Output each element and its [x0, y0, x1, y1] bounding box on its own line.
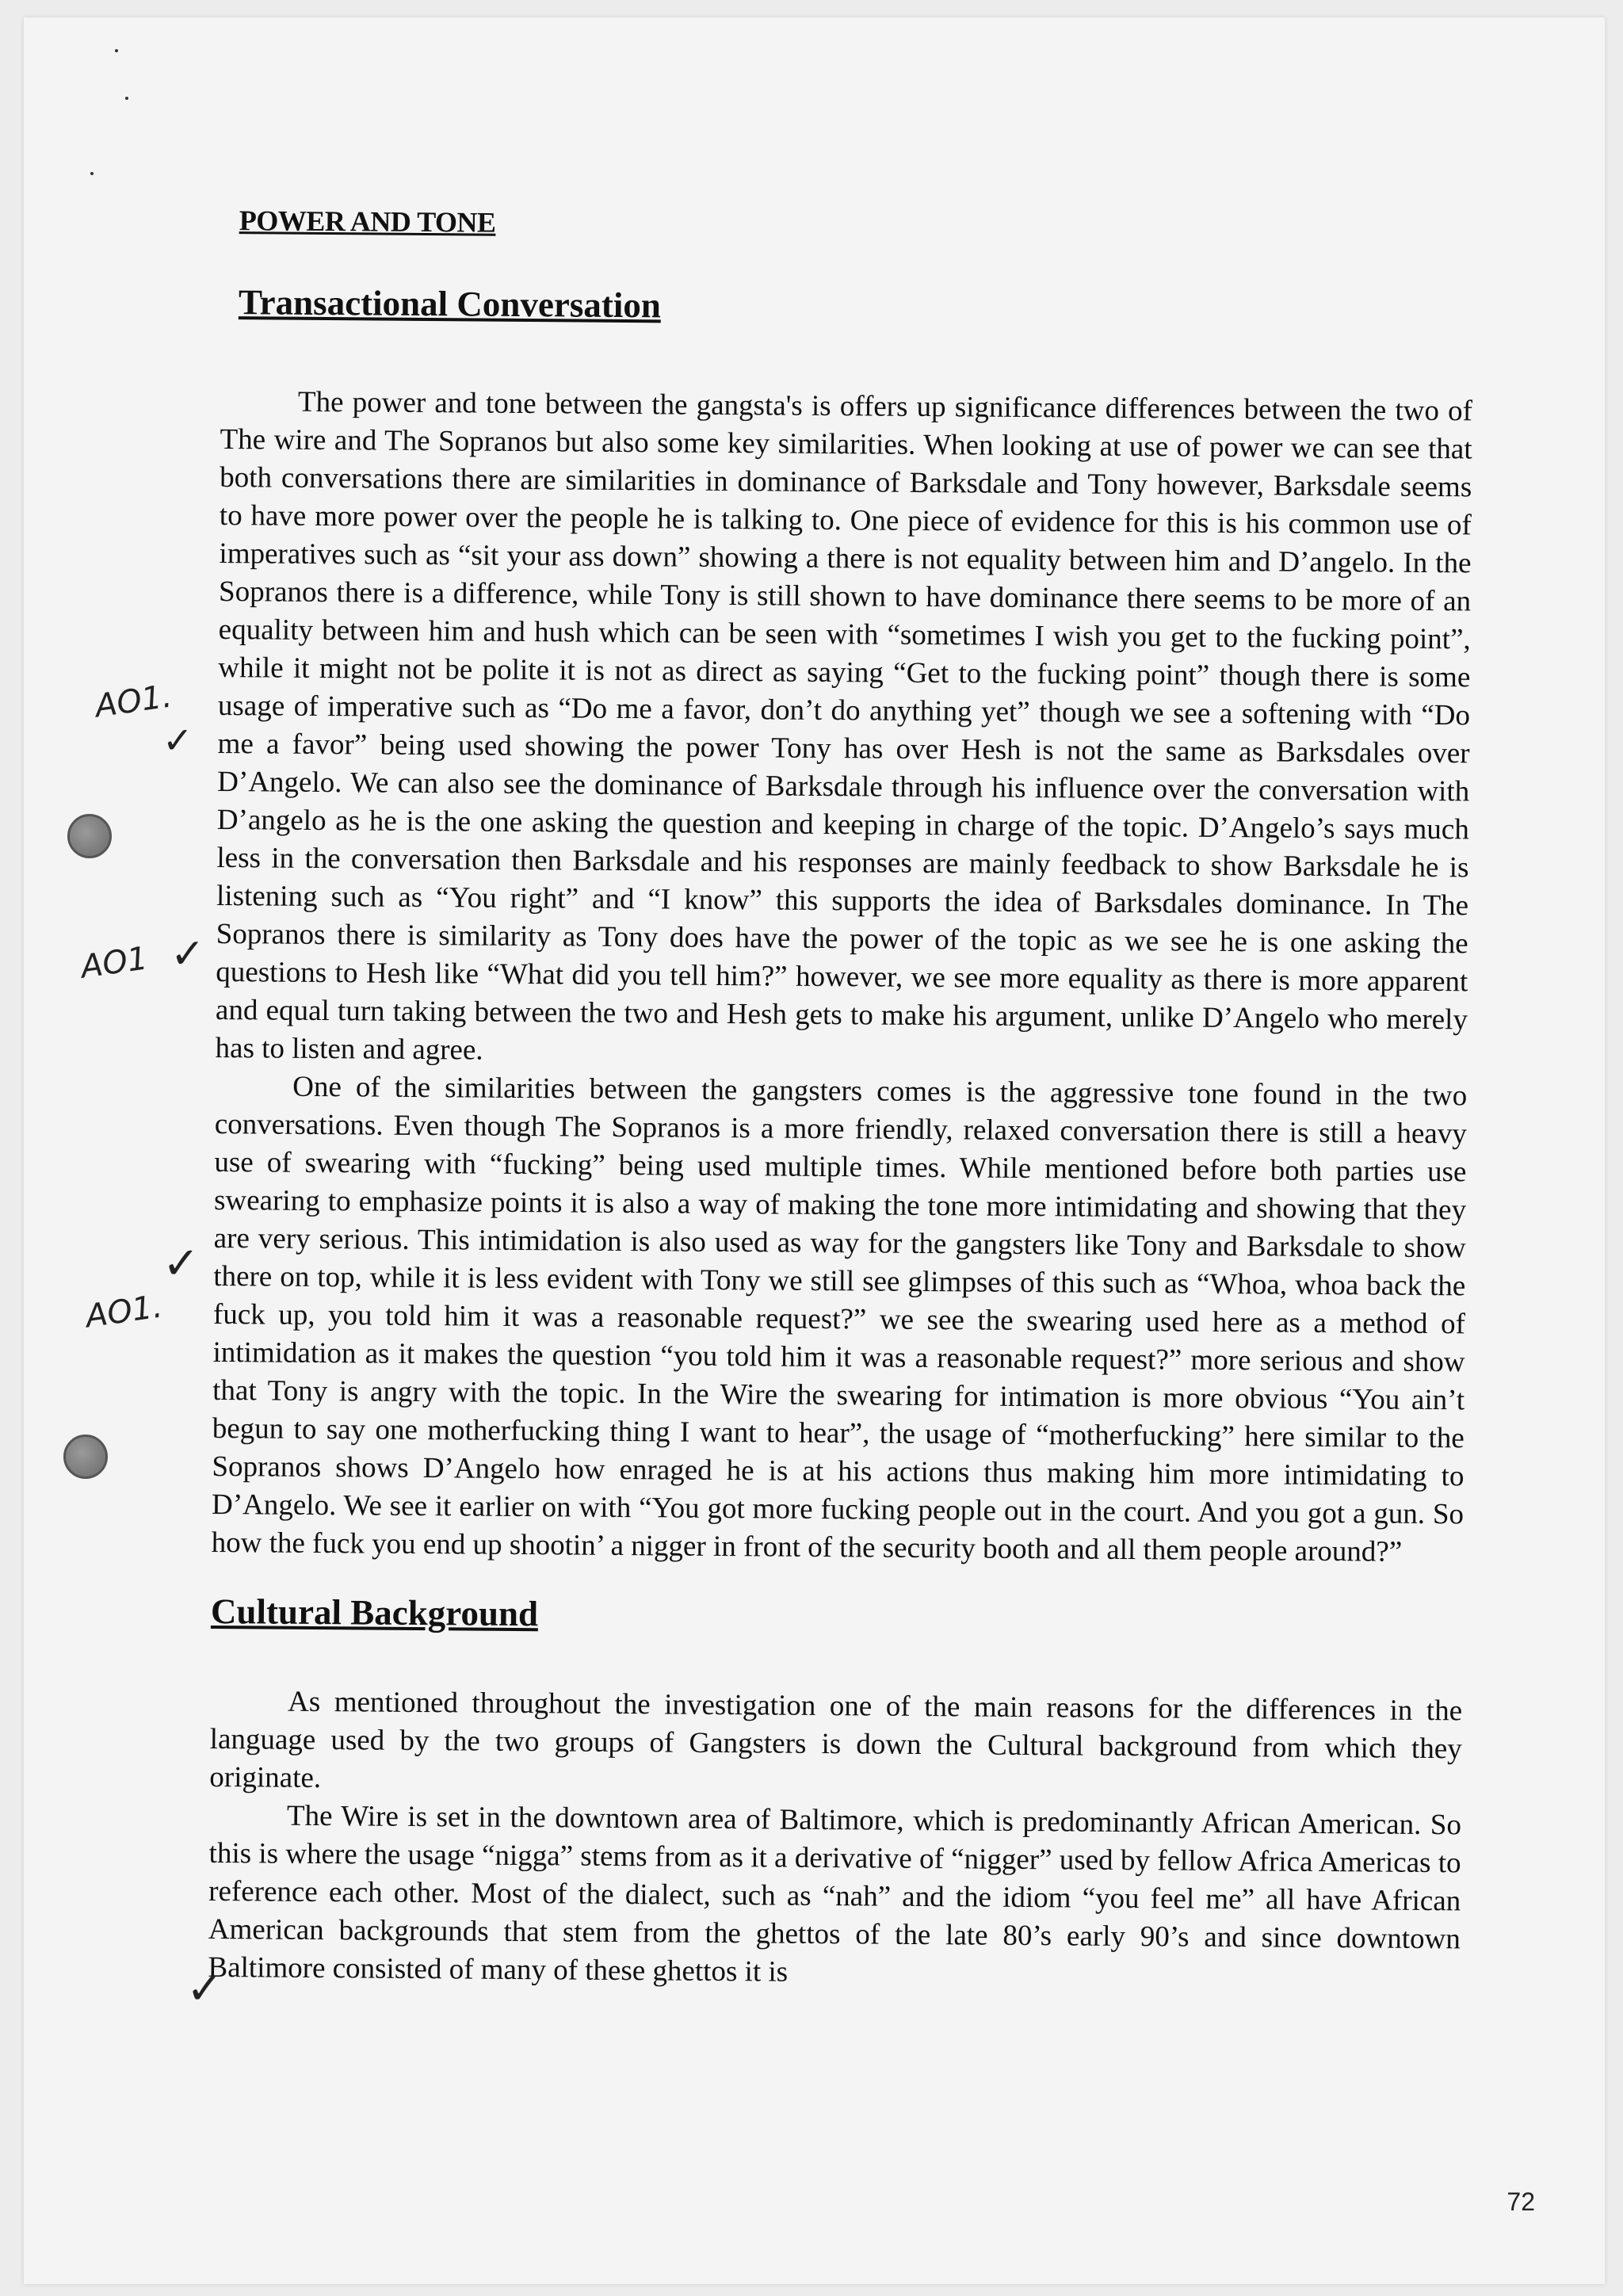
- check-mark-icon: ✓: [186, 1963, 223, 2015]
- check-mark-icon: ✓: [162, 719, 193, 762]
- page-heading: POWER AND TONE: [239, 204, 496, 239]
- page-number: 72: [1507, 2187, 1535, 2216]
- document-page: [24, 17, 1605, 2284]
- check-mark-icon: ✓: [170, 930, 205, 978]
- paragraph: The power and tone between the gangsta's is offers up significance differences between the two of The wire and The Sopranos but also some key similarities. When looking at use of power we can see that both conversations there are similarities in dominance of Barksdale and Tony however, Barksdale seems to have more power over the people he is talking to. One piece of evidence for this is his common use of imperatives such as “sit your ass down” showing a there is not equality between him and D’angelo. In the Sopranos there is a difference, while Tony is still shown to have dominance there seems to be more of an equality between him and hush which can be seen with “sometimes I wish you get to the fucking point”, while it might not be polite it is not as direct as saying “Get to the fucking point” though there is some usage of imperative such as “Do me a favor, don’t do anything yet” though we see a softening with “Do me a favor” being used showing the power Tony has over Hesh is not the same as Barksdales over D’Angelo. We can also see the dominance of Barksdale through his influence over the conversation with D’angelo as he is the one asking the question and keeping in charge of the topic. D’Angelo’s says much less in the conversation then Barksdale and his responses are mainly feedback to show Barksdale he is listening such as “You right” and “I know” this supports the idea of Barksdales dominance. In The Sopranos there is similarity as Tony does have the power of the topic as we see he is one asking the questions to Hesh like “What did you tell him?” however, we see more equality as there is more apparent and equal turn taking between the two and Hesh gets to make his argument, unlike D’Angelo who merely has to listen and agree.: [215, 385, 1473, 1067]
- paragraph: The Wire is set in the downtown area of Baltimore, which is predominantly African American. So this is where the usage “nigga” stems from as it a derivative of “nigger” used by fellow Africa Americas to reference each other. Most of the dialect, such as “nah” and the idiom “you feel me” all have African American backgrounds that stem from the ghettos of the late 80’s early 90’s and since downtown Baltimore consisted of many of these ghettos it is: [208, 1799, 1462, 1988]
- margin-annotation: AO1.: [93, 678, 174, 725]
- margin-annotation: AO1.: [83, 1288, 165, 1335]
- section-title-cultural: Cultural Background: [210, 1591, 539, 1634]
- document-body: [208, 201, 1474, 1996]
- paragraph: One of the similarities between the gangsters comes is the aggressive tone found in the two conversations. Even though The Sopranos is a more friendly, relaxed conversation there is still a heavy use of swearing with “fucking” being used multiple times. While mentioned before both parties use swearing to emphasize points it is also a way of making the tone more intimidating and showing that they are very serious. This intimidation is also used as way for the gangsters like Tony and Barksdale to show there on top, while it is less evident with Tony we still see glimpses of this such as “Whoa, whoa back the fuck up, you told him it was a reasonable request?” we see the swearing used here as a method of intimidation as it makes the question “you told him it was a reasonable request?” more serious and show that Tony is angry with the topic. In the Wire the swearing for intimation is more obvious “You ain’t begun to say one motherfucking thing I want to hear”, the usage of “motherfucking” here similar to the Sopranos shows D’Angelo how enraged he is at his actions thus making him more intimidating to D’Angelo. We see it earlier on with “You got more fucking people out in the court. And you got a gun. So how the fuck you end up shootin’ a nigger in front of the security booth and all them people around?”: [211, 1070, 1468, 1568]
- binder-hole-icon: [67, 814, 112, 858]
- scan-speck: [125, 97, 128, 100]
- section-title-transactional: Transactional Conversation: [238, 282, 662, 326]
- binder-hole-icon: [63, 1435, 108, 1479]
- scan-speck: [90, 172, 94, 175]
- scan-speck: [115, 49, 118, 52]
- paragraph: As mentioned throughout the investigation one of the main reasons for the differences in the language used by the two groups of Gangsters is down the Cultural background from which they originate.: [209, 1685, 1463, 1795]
- margin-annotation: AO1: [78, 940, 151, 986]
- check-mark-icon: ✓: [162, 1238, 200, 1289]
